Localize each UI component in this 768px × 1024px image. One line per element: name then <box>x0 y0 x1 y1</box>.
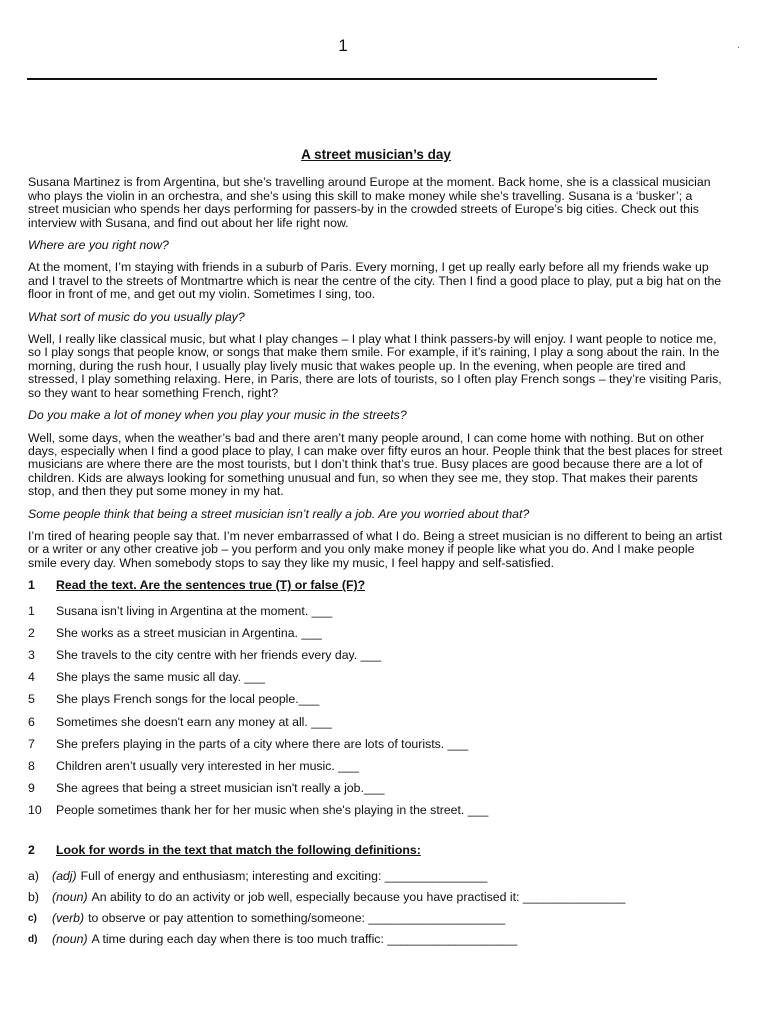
exercise-number: 2 <box>28 843 35 858</box>
part-of-speech: (verb) <box>52 910 85 925</box>
list-item <box>28 627 724 649</box>
exercise-instruction: Look for words in the text that match the following definitions: <box>56 843 421 858</box>
item-number: 4 <box>28 670 35 685</box>
item-letter: c) <box>28 912 37 924</box>
item-text: She works as a street musician in Argentina. ___ <box>56 625 322 640</box>
item-text: She plays the same music all day. ___ <box>56 670 265 685</box>
list-item <box>28 891 724 912</box>
interview-question: Where are you right now? <box>28 238 169 253</box>
true-false-list <box>28 605 724 827</box>
item-text: Sometimes she doesn't earn any money at all. ___ <box>56 714 332 729</box>
list-item <box>28 933 724 954</box>
worksheet-content <box>28 148 724 954</box>
interview-answer: Well, I really like classical music, but what I play changes – I play what I think passers-by will enjoy. I want people to notice me, so I play songs that people know, or songs that make them smile. For example, if it’s raining, I play a song about the rain. In the morning, during the rush hour, I usually play lively music that wakes people up. In the evening, when people are tired and stressed, I play something relaxing. Here, in Paris, there are lots of tourists, so I often play French songs – they’re visiting Paris, so they want to hear something French, right? <box>28 332 722 400</box>
item-letter: d) <box>28 933 38 945</box>
interview-answer: I’m tired of hearing people say that. I’m never embarrassed of what I do. Being a street musician is no different to being an artist or a writer or any other creative job – you perform and you only make money if people like what you do. And I make people smile every day. When somebody stops to say they like my music, I feel happy and self-satisfied. <box>28 528 723 570</box>
page-number: 1 <box>338 36 348 55</box>
item-number: 6 <box>28 714 35 729</box>
list-item <box>28 738 724 760</box>
article-title: A street musician’s day <box>301 147 451 162</box>
list-item <box>28 912 724 933</box>
interview-question: What sort of music do you usually play? <box>28 309 245 324</box>
interview-answer: At the moment, I’m staying with friends in a suburb of Paris. Every morning, I get up really early before all my friends wake up and I travel to the streets of Montmartre which is near the centre of the city. Then I find a good place to play, put a big hat on the floor in front of me, and get out my violin. Sometimes I sing, too. <box>28 260 722 302</box>
item-text: She agrees that being a street musician isn't really a job.___ <box>56 781 385 796</box>
list-item <box>28 760 724 782</box>
item-text: She plays French songs for the local people.___ <box>56 692 320 707</box>
part-of-speech: (noun) <box>52 931 88 946</box>
item-number: 10 <box>28 803 42 818</box>
definitions-list <box>28 870 724 954</box>
item-number: 8 <box>28 758 35 773</box>
header-rule <box>27 78 657 80</box>
definition-text: An ability to do an activity or job well, especially because you have practised it: _______________ <box>91 889 626 904</box>
exercise-1-heading <box>28 579 724 592</box>
exercise-2-heading <box>28 844 724 857</box>
item-text: People sometimes thank her for her music when she's playing in the street. ___ <box>56 803 489 818</box>
interview-question: Some people think that being a street musician isn’t really a job. Are you worried about that? <box>28 506 530 521</box>
list-item <box>28 693 724 715</box>
item-text: Children aren’t usually very interested in her music. ___ <box>56 758 359 773</box>
exercise-number: 1 <box>28 578 35 593</box>
item-letter: a) <box>28 868 39 883</box>
definition-text: Full of energy and enthusiasm; interesting and exciting: _______________ <box>80 868 488 883</box>
list-item <box>28 804 724 826</box>
list-item <box>28 870 724 891</box>
item-number: 1 <box>28 603 35 618</box>
item-number: 7 <box>28 736 35 751</box>
exercise-instruction: Read the text. Are the sentences true (T) or false (F)? <box>56 578 366 593</box>
list-item <box>28 782 724 804</box>
item-letter: b) <box>28 889 39 904</box>
list-item <box>28 649 724 671</box>
list-item <box>28 605 724 627</box>
part-of-speech: (noun) <box>52 889 88 904</box>
item-text: Susana isn’t living in Argentina at the moment. ___ <box>56 603 333 618</box>
part-of-speech: (adj) <box>52 868 77 883</box>
definition-text: to observe or pay attention to something/someone: ____________________ <box>88 910 506 925</box>
list-item <box>28 671 724 693</box>
item-number: 2 <box>28 625 35 640</box>
interview-question: Do you make a lot of money when you play your music in the streets? <box>28 408 407 423</box>
item-number: 3 <box>28 647 35 662</box>
item-number: 9 <box>28 781 35 796</box>
list-item <box>28 716 724 738</box>
item-text: She travels to the city centre with her friends every day. ___ <box>56 647 382 662</box>
definition-text: A time during each day when there is too much traffic: ___________________ <box>91 931 518 946</box>
interview-answer: Well, some days, when the weather’s bad and there aren’t many people around, I can come home with nothing. But on other days, especially when I find a good place to play, I can make over fifty euros an hour. People think that the best places for street musicians are where there are the most tourists, but I don’t think that’s true. Busy places are good because there are a lot of children. Kids are always looking for something unusual and fun, so when they see me, they stop. That makes their parents stop, and then they put some money in my hat. <box>28 430 723 499</box>
article-intro: Susana Martinez is from Argentina, but she’s travelling around Europe at the moment. Back home, she is a classical musician who plays the violin in an orchestra, and she’s using this skill to make money while she’s travelling. Susana is a ‘busker’; a street musician who spends her days performing for passers-by in the crowded streets of Europe’s big cities. Check out this interview with Susana, and find out about her life right now. <box>28 175 711 230</box>
corner-mark: . <box>737 40 740 51</box>
item-text: She prefers playing in the parts of a city where there are lots of tourists. ___ <box>56 736 469 751</box>
item-number: 5 <box>28 692 35 707</box>
